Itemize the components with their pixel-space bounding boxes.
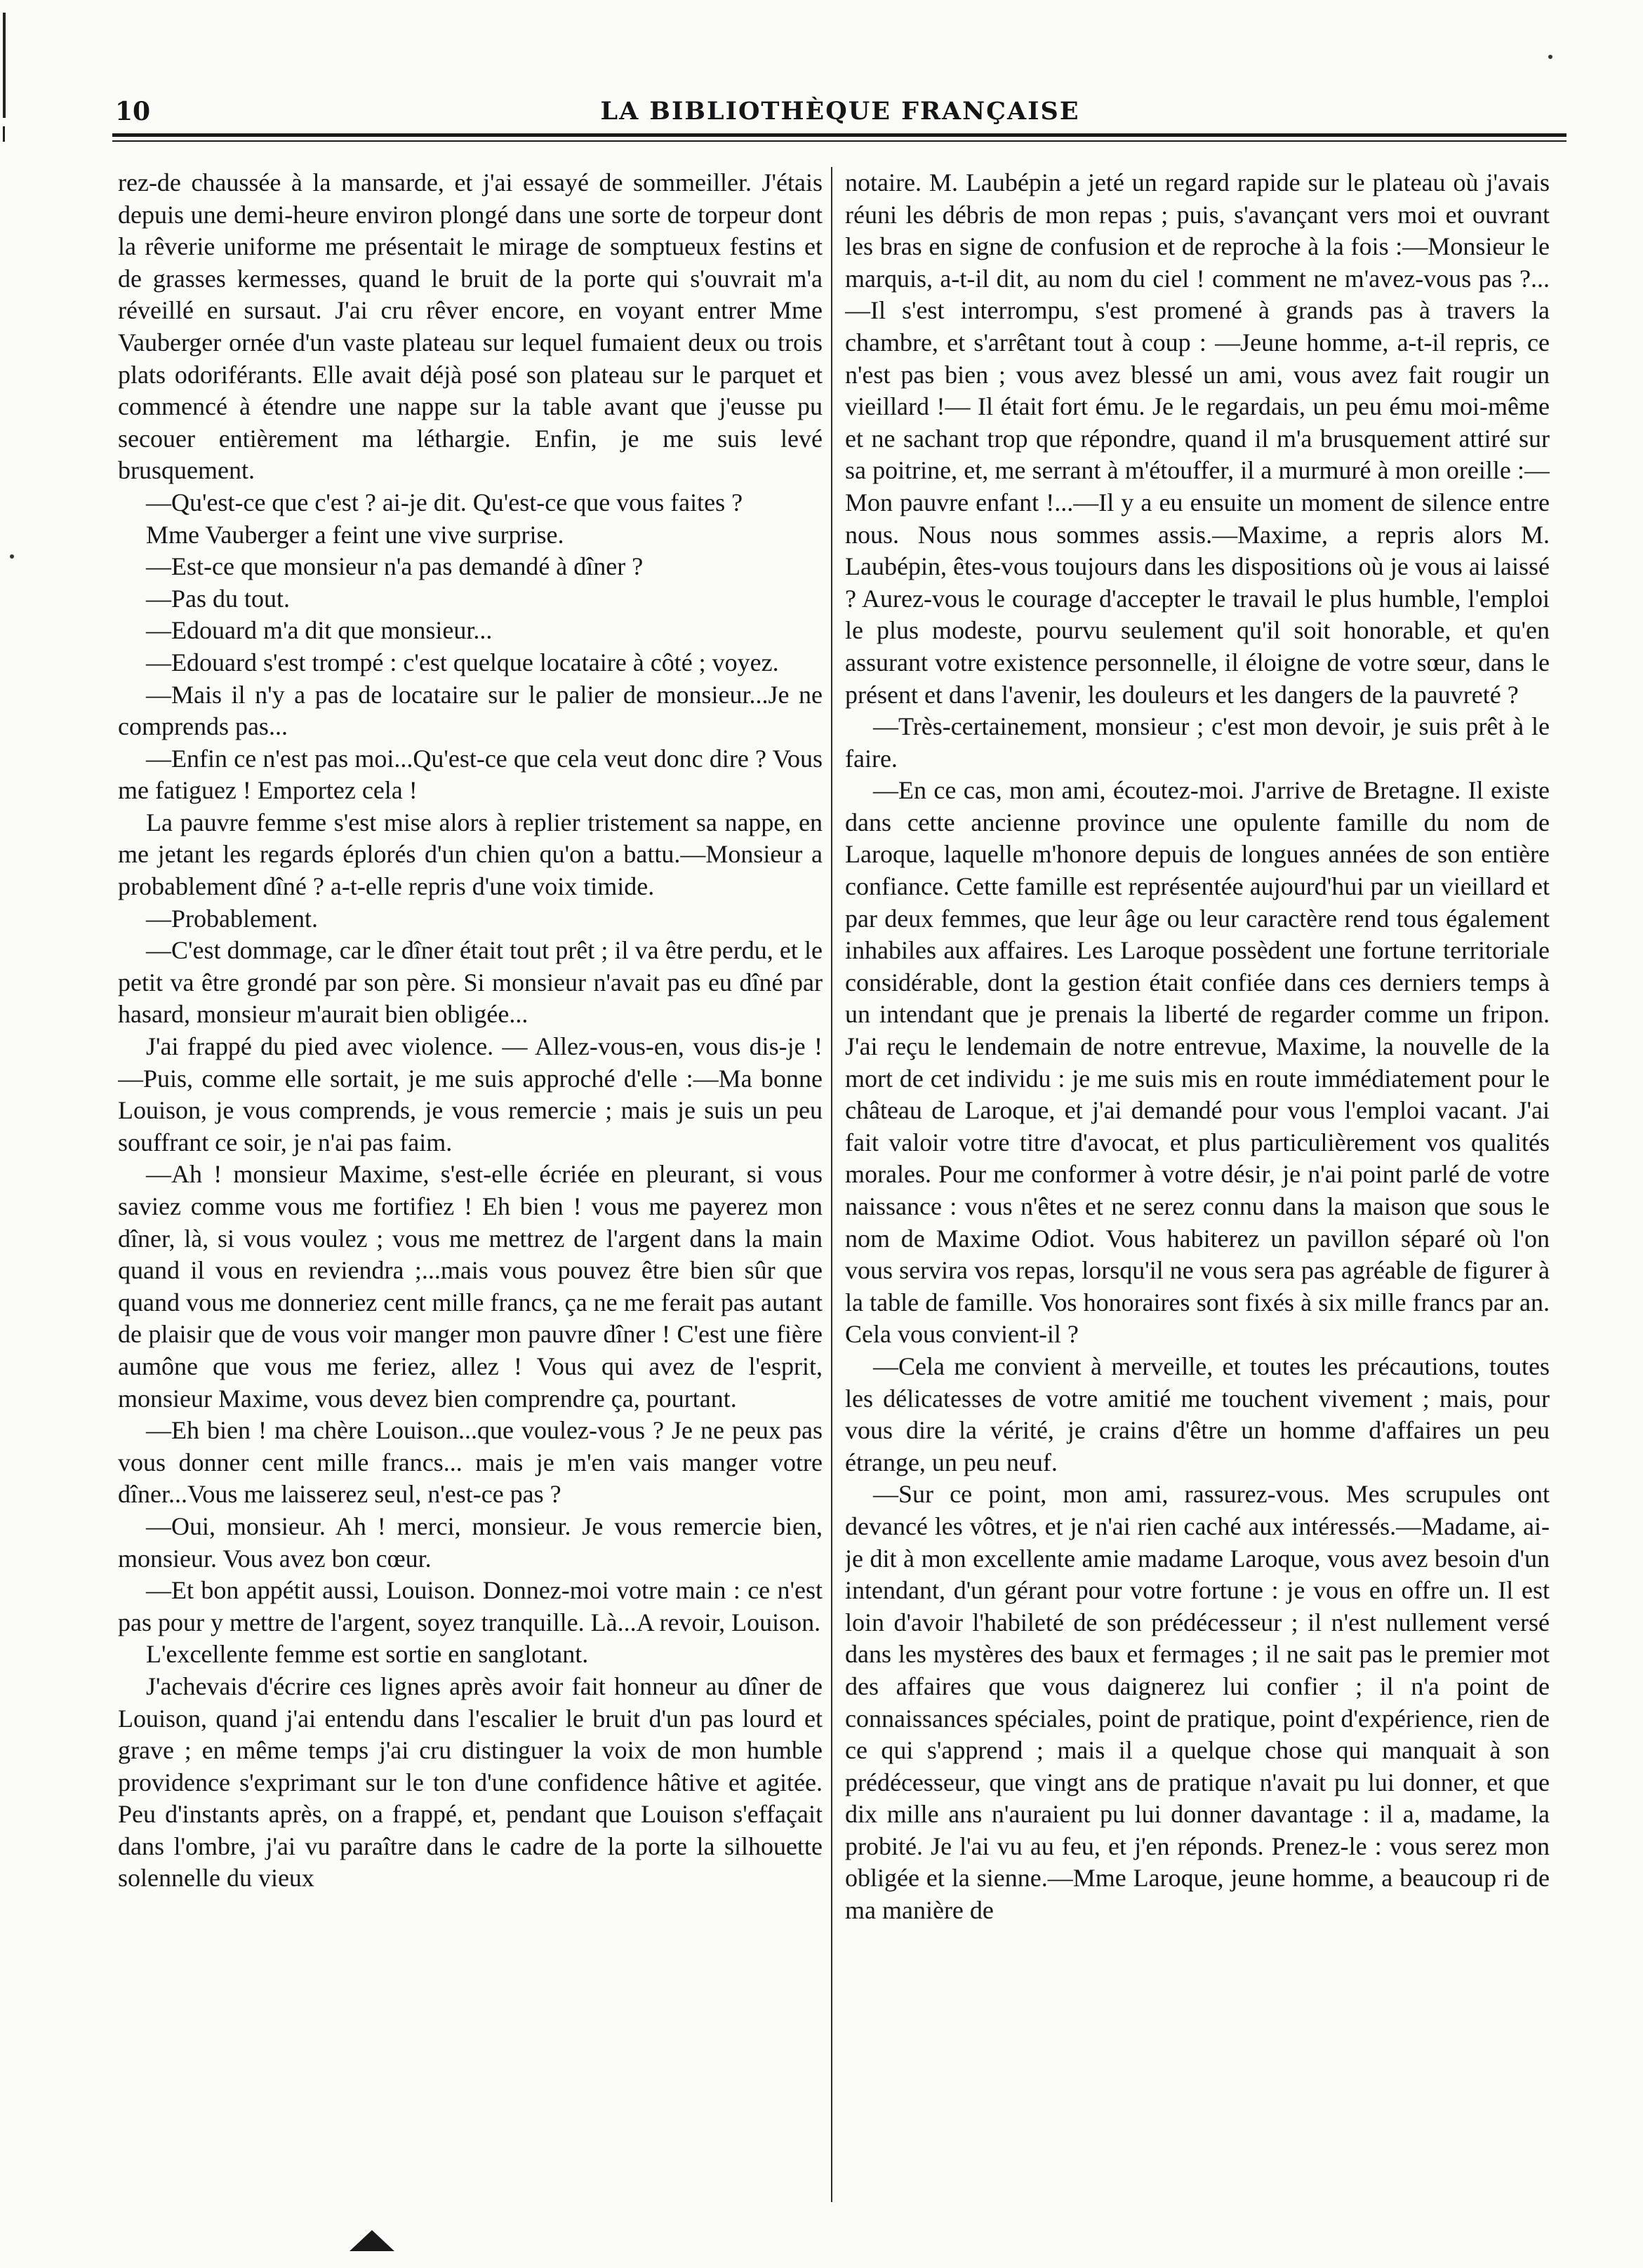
paragraph: —Edouard m'a dit que monsieur...: [146, 616, 493, 645]
header-rule-thin: [112, 140, 1566, 142]
paragraph: —Ah ! monsieur Maxime, s'est-elle écriée en pleurant, si vous saviez comme vous me fortifiez ! Eh bien ! vous me payerez mon dîner, là, si vous voulez ; vous me mettrez de l'argent dans la main quand il vous en reviendra ;...mais vous pouvez être bien sûr que quand vous me donneriez cent mille francs, ça ne me ferait pas autant de plaisir que de vous voir manger mon pauvre dîner ! C'est une fière aumône que vous me feriez, allez ! Vous qui avez de l'esprit, monsieur Maxime, vous devez bien comprendre ça, pourtant.: [118, 1160, 823, 1413]
paragraph: La pauvre femme s'est mise alors à replier tristement sa nappe, en me jetant les regards éplorés d'un chien qu'on a battu.—Monsieur a probablement dîné ? a-t-elle repris d'une voix timide.: [118, 808, 823, 901]
paragraph: notaire. M. Laubépin a jeté un regard rapide sur le plateau où j'avais réuni les débris de mon repas ; puis, s'avançant vers moi et ouvrant les bras en signe de confusion et de reproche à la fois :—Monsieur le marquis, a-t-il dit, au nom du ciel ! comment ne m'avez-vous pas ?...—Il s'est interrompu, s'est promené à grands pas à travers la chambre, et s'arrêtant tout à coup : —Jeune homme, a-t-il repris, ce n'est pas bien ; vous avez blessé un ami, vous avez fait rougir un vieillard !— Il était fort ému. Je le regardais, un peu ému moi-même et ne sachant trop que répondre, quand il m'a brusquement attiré sur sa poitrine, et, me serrant à m'étouffer, il a murmuré à mon oreille :—Mon pauvre enfant !...—Il y a eu ensuite un moment de silence entre nous. Nous nous sommes assis.—Maxime, a repris alors M. Laubépin, êtes-vous toujours dans les dispositions où je vous ai laissé ? Aurez-vous le courage d'accepter le travail le plus humble, l'emploi le plus modeste, pourvu seulement qu'il soit honorable, et qu'en assurant votre existence personnelle, il éloigne de votre sœur, dans le présent et dans l'avenir, les douleurs et les dangers de la pauvreté ?: [845, 168, 1550, 709]
scan-speck: [1548, 55, 1552, 59]
paragraph: L'excellente femme est sortie en sanglotant.: [146, 1640, 589, 1669]
paragraph: Mme Vauberger a feint une vive surprise.: [146, 520, 564, 549]
paragraph: —Mais il n'y a pas de locataire sur le palier de monsieur...Je ne comprends pas...: [118, 680, 823, 741]
paragraph: —En ce cas, mon ami, écoutez-moi. J'arrive de Bretagne. Il existe dans cette ancienne province une opulente famille du nom de Laroque, laquelle m'honore depuis de longues années de son entière confiance. Cette famille est représentée aujourd'hui par un vieillard et par deux femmes, que leur âge ou leur caractère rend tous également inhabiles aux affaires. Les Laroque possèdent une fortune territoriale considérable, dont la gestion était confiée dans ces derniers temps à un intendant que je prenais la liberté de regarder comme un fripon. J'ai reçu le lendemain de notre entrevue, Maxime, la nouvelle de la mort de cet individu : je me suis mis en route immédiatement pour le château de Laroque, et j'ai demandé pour vous l'emploi vacant. J'ai fait valoir votre titre d'avocat, et plus particulièrement vos qualités morales. Pour me conformer à votre désir, je n'ai point parlé de votre naissance : vous n'êtes et ne serez connu dans la maison que sous le nom de Maxime Odiot. Vous habiterez un pavillon séparé où l'on vous servira vos repas, lorsqu'il ne vous sera pas agréable de figurer à la table de famille. Vos honoraires sont fixés à six mille francs par an. Cela vous convient-il ?: [845, 776, 1550, 1349]
scan-edge-mark: [3, 126, 5, 142]
paragraph: —Qu'est-ce que c'est ? ai-je dit. Qu'est-ce que vous faites ?: [146, 488, 743, 516]
page-number: 10: [115, 97, 151, 126]
paragraph: —Enfin ce n'est pas moi...Qu'est-ce que cela veut donc dire ? Vous me fatiguez ! Emportez cela !: [118, 744, 823, 805]
paragraph: —Pas du tout.: [146, 584, 291, 613]
paragraph: rez-de chaussée à la mansarde, et j'ai essayé de sommeiller. J'étais depuis une demi-heure environ plongé dans une sorte de torpeur dont la rêverie uniforme me présentait le mirage de somptueux festins et de grasses kermesses, quand le bruit de la porte qui s'ouvrait m'a réveillé en sursaut. J'ai cru rêver encore, en voyant entrer Mme Vauberger ornée d'un vaste plateau sur lequel fumaient deux ou trois plats odoriférants. Elle avait déjà posé son plateau sur le parquet et commencé à étendre une nappe sur la table avant que j'eusse pu secouer entièrement ma léthargie. Enfin, je me suis levé brusquement.: [118, 168, 823, 485]
paragraph: —Sur ce point, mon ami, rassurez-vous. Mes scrupules ont devancé les vôtres, et je n'ai rien caché aux intéressés.—Madame, ai-je dit à mon excellente amie madame Laroque, vous avez besoin d'un intendant, d'un gérant pour votre fortune : je vous en offre un. Il est loin d'avoir l'habileté de son prédécesseur ; il n'est nullement versé dans les mystères des baux et fermages ; il ne sait pas le premier mot des affaires que vous daignerez lui confier ; il n'a point de connaissances spéciales, point de pratique, point d'expérience, rien de ce qui s'apprend ; mais il a quelque chose qui manquait à son prédécesseur, que vingt ans de pratique n'avait pu lui donner, et que dix mille ans n'auraient pu lui donner davantage : il a, madame, la probité. Je l'ai vu au feu, et j'en réponds. Prenez-le : vous serez mon obligée et la sienne.—Mme Laroque, jeune homme, a beaucoup ri de ma manière de: [845, 1480, 1550, 1925]
paragraph: J'ai frappé du pied avec violence. — Allez-vous-en, vous dis-je !—Puis, comme elle sortait, je me suis approché d'elle :—Ma bonne Louison, je vous comprends, je vous remercie ; mais je suis un peu souffrant ce soir, je n'ai pas faim.: [118, 1032, 823, 1156]
paragraph: —Eh bien ! ma chère Louison...que voulez-vous ? Je ne peux pas vous donner cent mille francs... mais je m'en vais manger votre dîner...Vous me laisserez seul, n'est-ce pas ?: [118, 1416, 823, 1509]
paragraph: —Oui, monsieur. Ah ! merci, monsieur. Je vous remercie bien, monsieur. Vous avez bon cœur.: [118, 1512, 823, 1573]
paragraph: —Probablement.: [146, 904, 318, 933]
column-divider: [831, 167, 832, 2202]
paragraph: J'achevais d'écrire ces lignes après avoir fait honneur au dîner de Louison, quand j'ai entendu dans l'escalier le bruit d'un pas lourd et grave ; en même temps j'ai cru distinguer la voix de mon humble providence s'exprimant sur le ton d'une confidence hâtive et agitée. Peu d'instants après, on a frappé, et, pendant que Louison s'effaçait dans l'ombre, j'ai vu paraître dans le cadre de la porte la silhouette solennelle du vieux: [118, 1672, 823, 1893]
left-column: [118, 167, 823, 2206]
page-header: [115, 97, 1565, 132]
paragraph: —Très-certainement, monsieur ; c'est mon devoir, je suis prêt à le faire.: [845, 712, 1550, 773]
printer-mark-icon: [350, 2230, 394, 2251]
paragraph: —Est-ce que monsieur n'a pas demandé à dîner ?: [146, 552, 644, 581]
right-column: [845, 167, 1550, 2206]
paragraph: —C'est dommage, car le dîner était tout prêt ; il va être perdu, et le petit va être grondé par son père. Si monsieur n'avait pas eu dîné par hasard, monsieur m'aurait bien obligée...: [118, 936, 823, 1029]
paragraph: —Edouard s'est trompé : c'est quelque locataire à côté ; voyez.: [146, 648, 779, 676]
running-title: LA BIBLIOTHÈQUE FRANÇAISE: [600, 97, 1080, 126]
scan-speck: [10, 554, 14, 559]
scan-edge-mark: [3, 13, 6, 118]
paragraph: —Et bon appétit aussi, Louison. Donnez-moi votre main : ce n'est pas pour y mettre de l'argent, soyez tranquille. Là...A revoir, Louison.: [118, 1576, 823, 1636]
paragraph: —Cela me convient à merveille, et toutes les précautions, toutes les délicatesses de votre amitié me touchent vivement ; mais, pour vous dire la vérité, je crains d'être un homme d'affaires un peu étrange, un peu neuf.: [845, 1352, 1550, 1476]
header-rule: [112, 133, 1566, 137]
